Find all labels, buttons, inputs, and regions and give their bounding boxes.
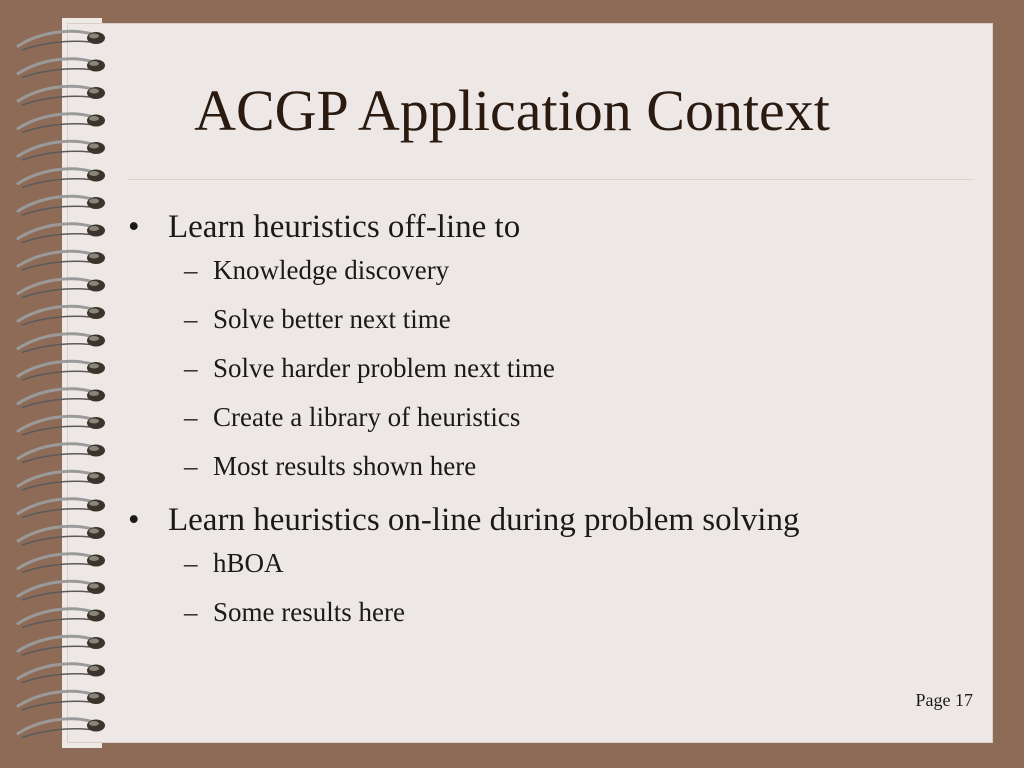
sub-bullet-text: Knowledge discovery	[213, 255, 450, 285]
sub-bullet-item	[128, 546, 978, 580]
dash-icon: –	[184, 304, 198, 334]
sub-bullet-item	[128, 302, 978, 336]
spiral-coil	[18, 471, 105, 490]
spiral-coil	[18, 444, 105, 463]
spiral-coil	[18, 554, 105, 573]
spiral-coil	[18, 361, 105, 380]
spiral-coil	[18, 141, 105, 160]
sub-bullet-item	[128, 595, 978, 629]
slide-title: ACGP Application Context	[194, 78, 830, 143]
spiral-coil	[18, 389, 105, 408]
bullet-text: Learn heuristics on-line during problem solving	[168, 502, 800, 538]
sub-bullet-item	[128, 253, 978, 287]
spiral-coil	[18, 526, 105, 545]
page-number: Page 17	[915, 690, 973, 710]
spiral-coil	[18, 636, 105, 655]
spiral-coil	[18, 169, 105, 188]
bullet-icon: •	[128, 502, 140, 538]
title-divider	[128, 179, 973, 180]
spiral-coil	[18, 416, 105, 435]
sub-bullet-text: Create a library of heuristics	[213, 402, 521, 432]
bullet-icon: •	[128, 209, 140, 245]
spiral-coil	[18, 196, 105, 215]
bullet-item	[128, 498, 978, 542]
spiral-coil	[18, 664, 105, 683]
sub-bullet-text: Solve harder problem next time	[213, 353, 555, 383]
spiral-coil	[18, 59, 105, 78]
dash-icon: –	[184, 255, 198, 285]
spiral-coil	[18, 31, 105, 50]
bullet-text: Learn heuristics off-line to	[168, 209, 521, 245]
sub-bullet-item	[128, 351, 978, 385]
slide-body	[128, 205, 978, 644]
spiral-coil	[18, 499, 105, 518]
spiral-coil	[18, 224, 105, 243]
spiral-coil	[18, 251, 105, 270]
spiral-coil	[18, 719, 105, 738]
spiral-coil	[18, 581, 105, 600]
dash-icon: –	[184, 451, 198, 481]
dash-icon: –	[184, 548, 198, 578]
dash-icon: –	[184, 597, 198, 627]
spiral-coil	[18, 279, 105, 298]
bullet-item	[128, 205, 978, 249]
spiral-coil	[18, 609, 105, 628]
sub-bullet-text: Some results here	[213, 597, 405, 627]
sub-bullet-item	[128, 449, 978, 483]
sub-bullet-text: hBOA	[213, 548, 284, 578]
spiral-coil	[18, 334, 105, 353]
sub-bullet-item	[128, 400, 978, 434]
spiral-coil	[18, 691, 105, 710]
dash-icon: –	[184, 353, 198, 383]
dash-icon: –	[184, 402, 198, 432]
spiral-coil	[18, 306, 105, 325]
sub-bullet-text: Solve better next time	[213, 304, 451, 334]
sub-bullet-text: Most results shown here	[213, 451, 477, 481]
